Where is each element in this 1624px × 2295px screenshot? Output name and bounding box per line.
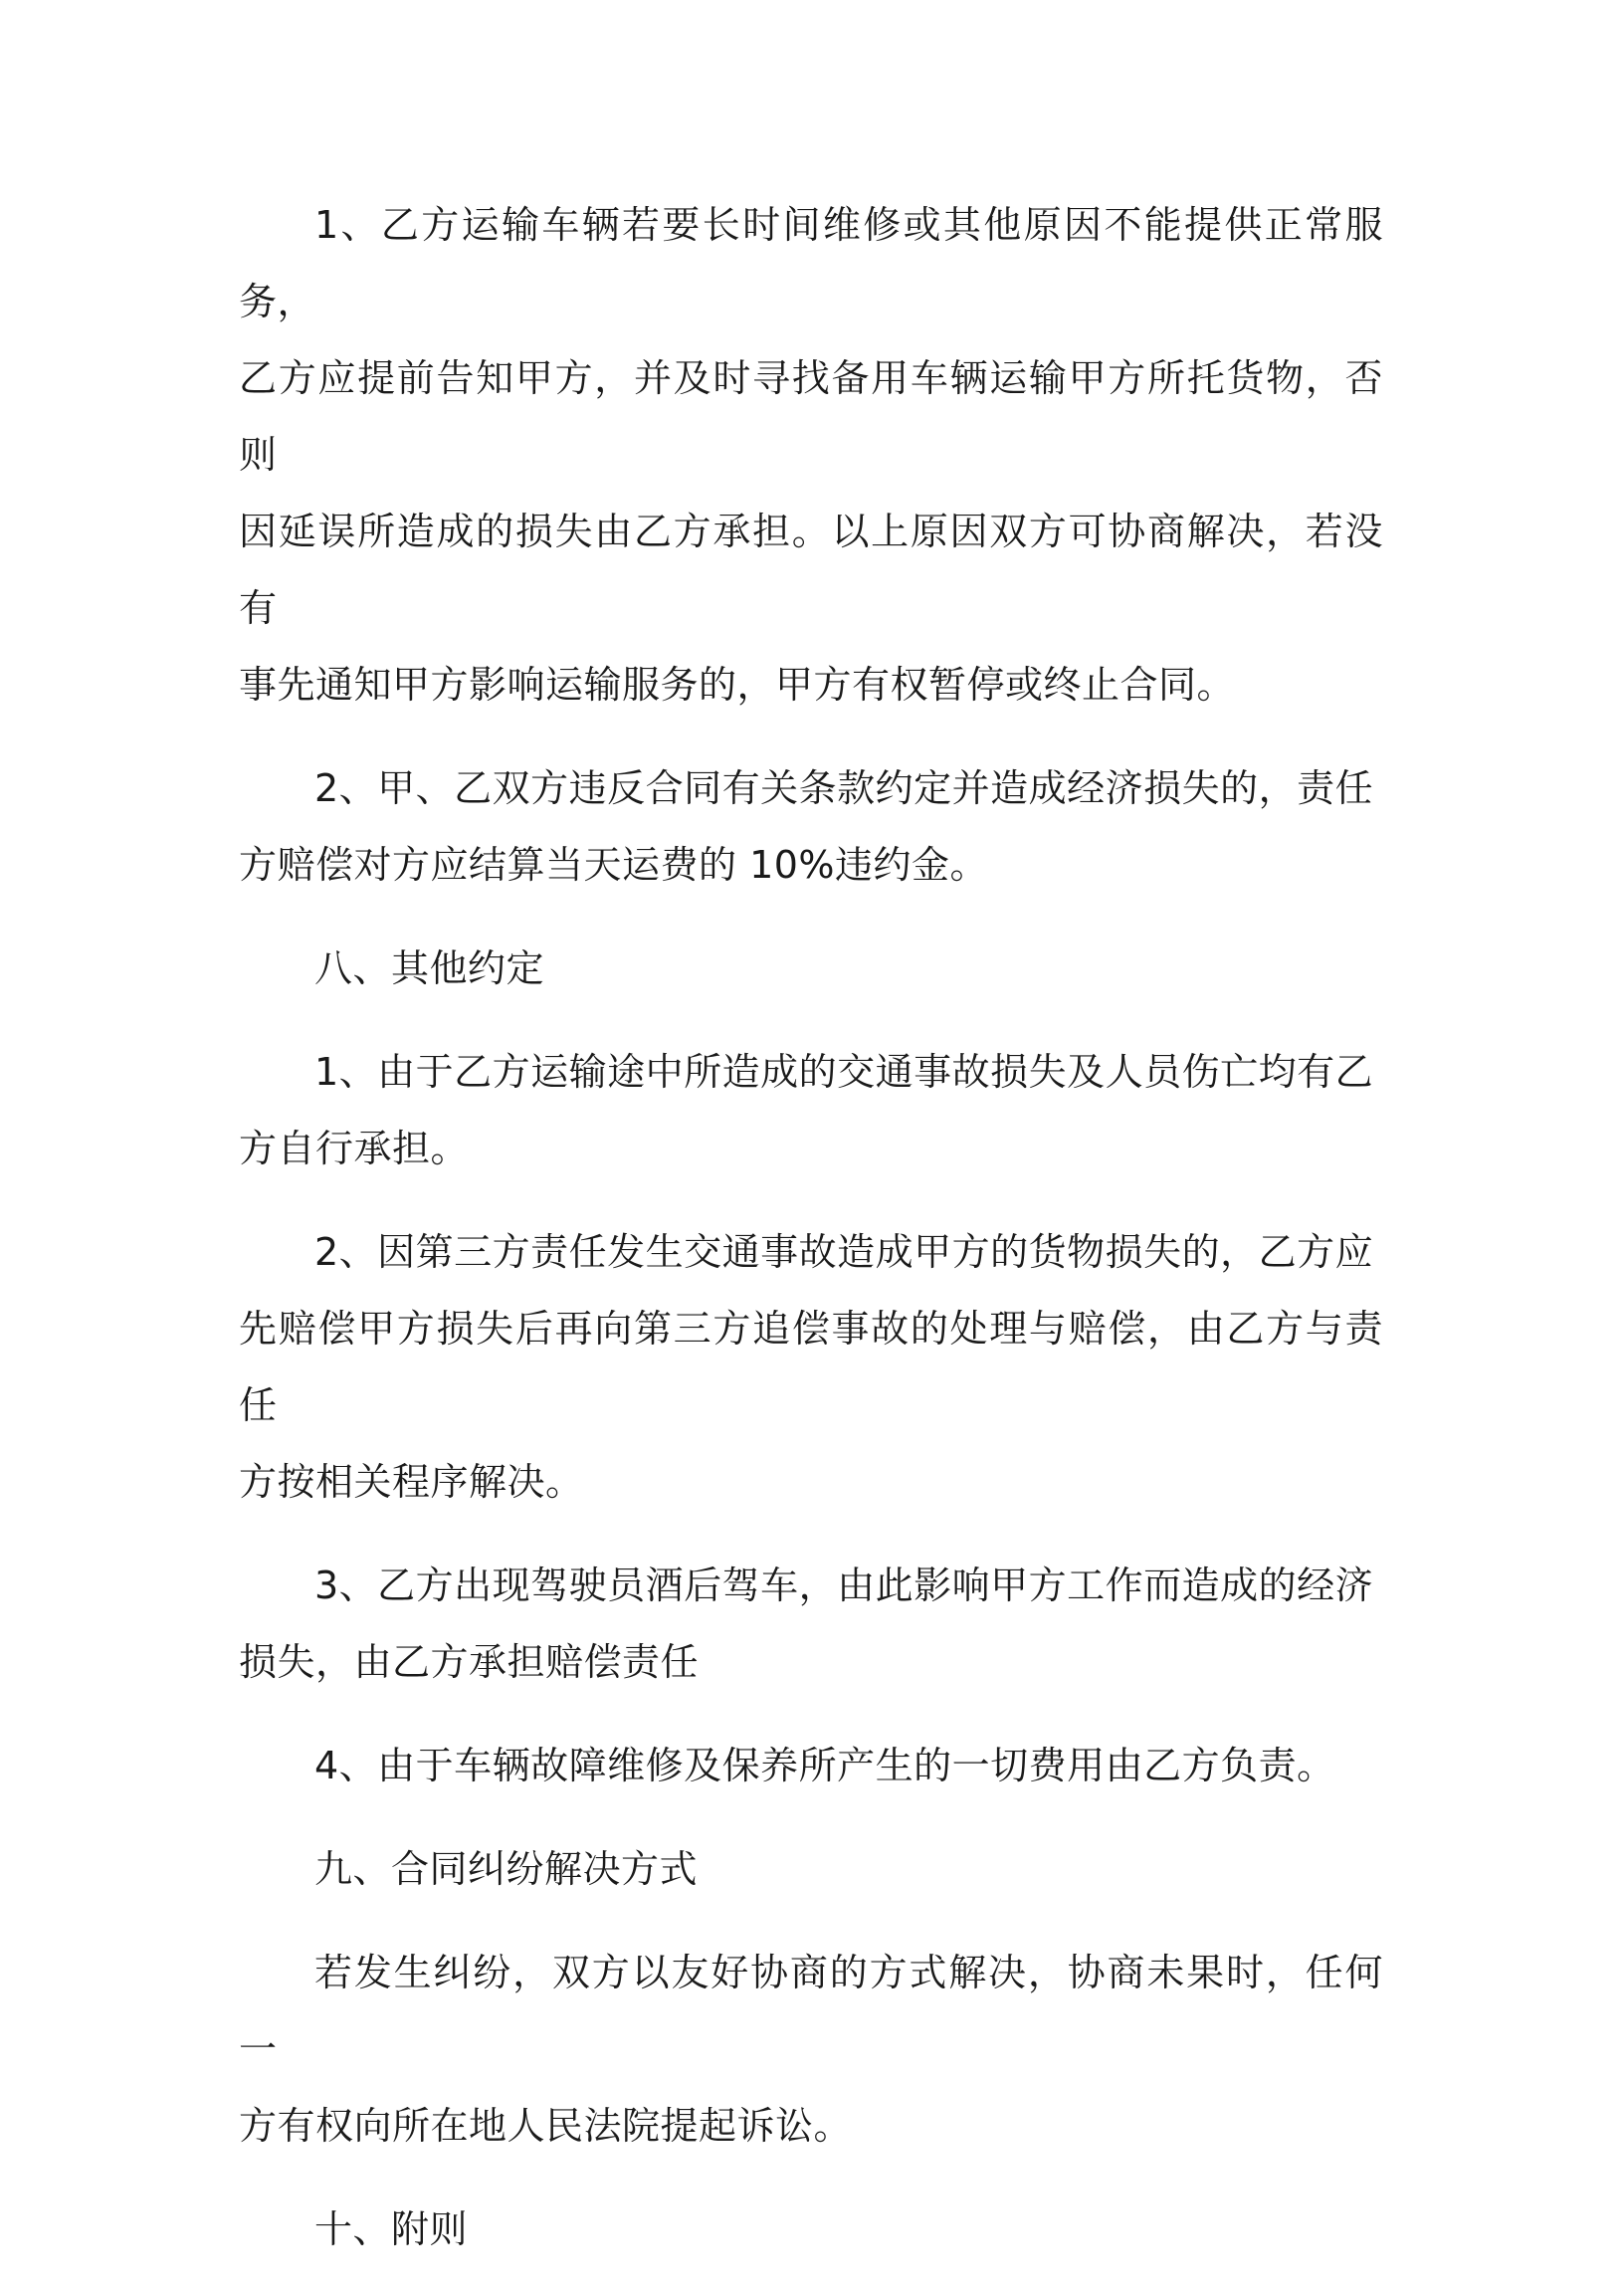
- section-heading-dispute-resolution: [239, 1831, 1383, 1908]
- text-line: 3、乙方出现驾驶员酒后驾车，由此影响甲方工作而造成的经济: [314, 1564, 1374, 1607]
- text-line: 1、由于乙方运输途中所造成的交通事故损失及人员伤亡均有乙: [314, 1050, 1374, 1094]
- text-line: 方自行承担。: [239, 1127, 470, 1170]
- heading-text: 八、其他约定: [314, 946, 545, 990]
- text-line: 方赔偿对方应结算当天运费的 10%违约金。: [239, 843, 989, 887]
- paragraph-drunk-driving: [239, 1548, 1383, 1701]
- text-line: 乙方应提前告知甲方，并及时寻找备用车辆运输甲方所托货物，否则: [239, 356, 1383, 477]
- text-line: 2、因第三方责任发生交通事故造成甲方的货物损失的，乙方应: [314, 1230, 1374, 1274]
- text-line: 1、乙方运输车辆若要长时间维修或其他原因不能提供正常服务，: [239, 203, 1383, 323]
- text-line: 4、由于车辆故障维修及保养所产生的一切费用由乙方负责。: [314, 1744, 1335, 1787]
- section-heading-other-agreements: [239, 931, 1383, 1007]
- document-body: [239, 187, 1383, 2295]
- text-line: 先赔偿甲方损失后再向第三方追偿事故的处理与赔偿，由乙方与责任: [239, 1307, 1383, 1427]
- text-line: 方有权向所在地人民法院提起诉讼。: [239, 2104, 853, 2148]
- text-line: 方按相关程序解决。: [239, 1460, 584, 1504]
- text-line: 2、甲、乙双方违反合同有关条款约定并造成经济损失的，责任: [314, 766, 1374, 810]
- section-heading-supplementary-provisions: [239, 2191, 1383, 2268]
- paragraph-third-party-liability: [239, 1214, 1383, 1521]
- text-line: 事先通知甲方影响运输服务的，甲方有权暂停或终止合同。: [239, 663, 1236, 707]
- heading-text: 十、附则: [314, 2207, 469, 2251]
- paragraph-vehicle-repair: [239, 187, 1383, 724]
- paragraph-traffic-accident: [239, 1034, 1383, 1187]
- paragraph-maintenance-costs: [239, 1728, 1383, 1804]
- paragraph-breach-penalty: [239, 750, 1383, 904]
- paragraph-dispute-litigation: [239, 1935, 1383, 2165]
- heading-text: 九、合同纠纷解决方式: [314, 1847, 699, 1891]
- text-line: 因延误所造成的损失由乙方承担。以上原因双方可协商解决，若没有: [239, 510, 1383, 630]
- text-line: 损失，由乙方承担赔偿责任: [239, 1640, 700, 1684]
- text-line: 若发生纠纷，双方以友好协商的方式解决，协商未果时，任何一: [239, 1951, 1383, 2071]
